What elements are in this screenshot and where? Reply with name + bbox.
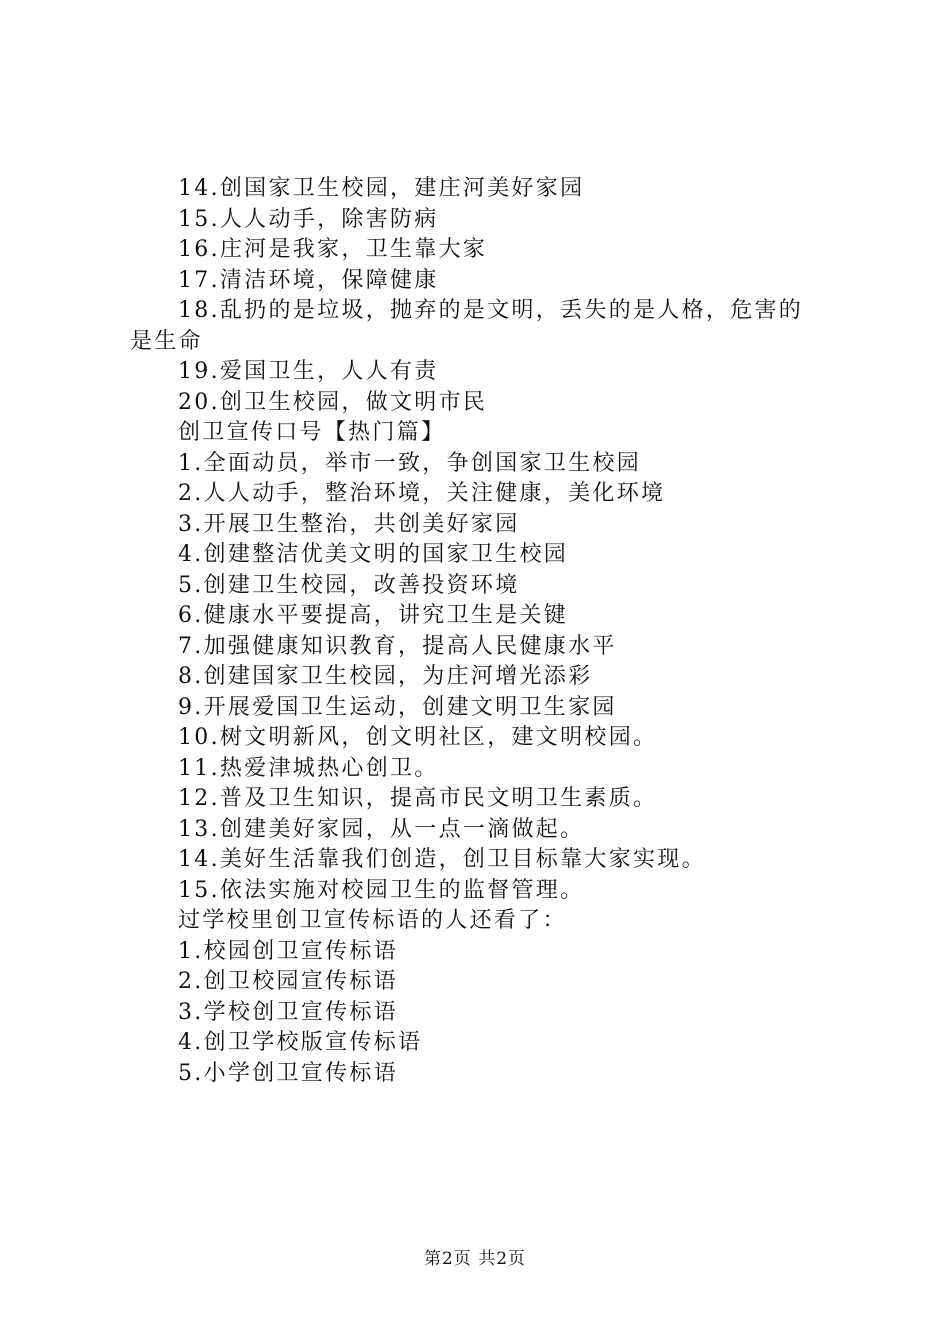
related-item: 1.校园创卫宣传标语 — [178, 938, 398, 964]
related-heading: 过学校里创卫宣传标语的人还看了： — [178, 908, 567, 933]
text-line: 13.创建美好家园，从一点一滴做起。 — [178, 816, 585, 842]
text-line: 6.健康水平要提高，讲究卫生是关键 — [178, 603, 569, 628]
related-item: 5.小学创卫宣传标语 — [178, 1060, 398, 1086]
text-line: 18.乱扔的是垃圾，抛弃的是文明，丢失的是人格，危害的 — [178, 298, 804, 323]
text-line: 14.创国家卫生校园，建庄河美好家园 — [178, 176, 585, 201]
text-line: 1.全面动员，举市一致，争创国家卫生校园 — [178, 450, 641, 476]
section-heading: 创卫宣传口号【热门篇】 — [178, 420, 446, 445]
text-line: 9.开展爱国卫生运动，创建文明卫生家园 — [178, 694, 617, 720]
text-line: 15.人人动手，除害防病 — [178, 206, 439, 232]
wrapped-paragraph — [130, 296, 830, 357]
text-line: 7.加强健康知识教育，提高人民健康水平 — [178, 633, 617, 659]
text-line: 19.爱国卫生，人人有责 — [178, 359, 439, 384]
text-line: 20.创卫生校园，做文明市民 — [178, 389, 488, 415]
text-line: 2.人人动手，整治环境，关注健康，美化环境 — [178, 481, 666, 506]
text-line: 8.创建国家卫生校园，为庄河增光添彩 — [178, 664, 593, 689]
text-line: 14.美好生活靠我们创造，创卫目标靠大家实现。 — [178, 847, 706, 872]
related-item: 2.创卫校园宣传标语 — [178, 969, 398, 994]
text-line: 16.庄河是我家，卫生靠大家 — [178, 237, 488, 262]
text-line-continuation: 是生命 — [130, 328, 203, 354]
related-item: 3.学校创卫宣传标语 — [178, 999, 398, 1025]
text-line: 5.创建卫生校园，改善投资环境 — [178, 572, 520, 598]
text-line: 11.热爱津城热心创卫。 — [178, 755, 439, 781]
text-line: 15.依法实施对校园卫生的监督管理。 — [178, 877, 585, 903]
text-line: 12.普及卫生知识，提高市民文明卫生素质。 — [178, 786, 658, 811]
document-body — [130, 174, 830, 1089]
text-line: 17.清洁环境，保障健康 — [178, 267, 439, 293]
page-footer: 第2页 共2页 — [423, 1249, 527, 1269]
related-item: 4.创卫学校版宣传标语 — [178, 1030, 423, 1055]
text-line: 4.创建整洁优美文明的国家卫生校园 — [178, 542, 569, 567]
text-line: 3.开展卫生整治，共创美好家园 — [178, 511, 520, 537]
text-line: 10.树文明新风，创文明社区，建文明校园。 — [178, 725, 658, 750]
